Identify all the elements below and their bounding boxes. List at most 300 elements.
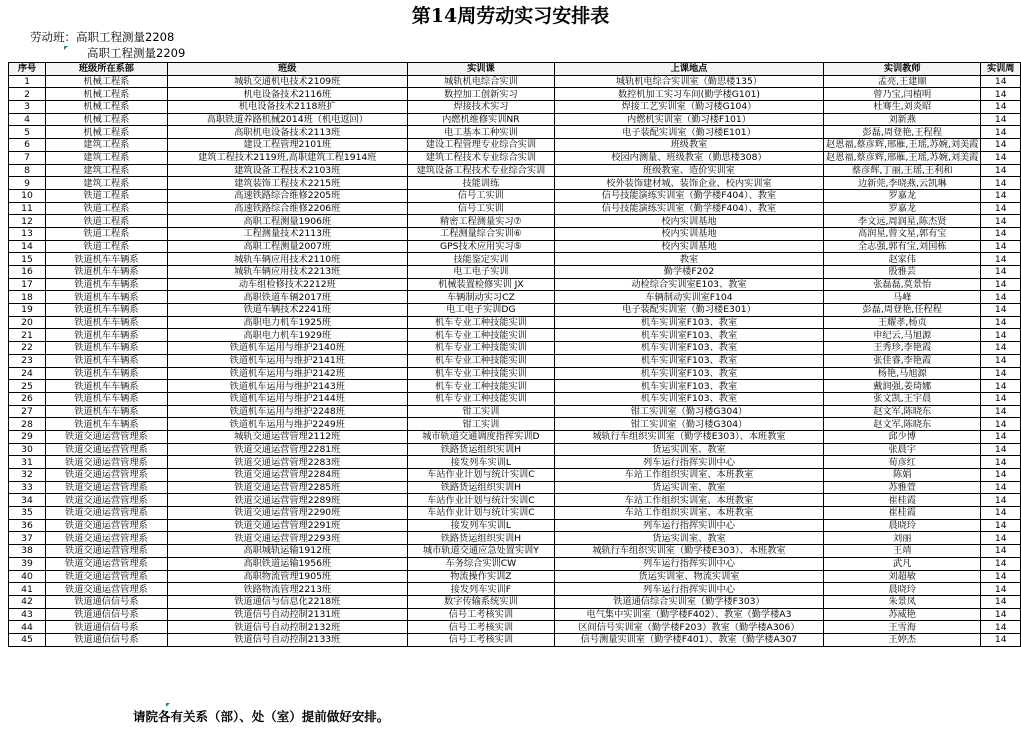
cell-department: 铁道机车车辆系: [46, 304, 168, 317]
table-row: [9, 443, 1021, 456]
cell-location: 钳工实训室（勤习楼G304）: [554, 418, 823, 431]
cell-week: 14: [981, 189, 1021, 202]
table-row: [9, 316, 1021, 329]
cell-index: 23: [9, 354, 46, 367]
table-row: [9, 481, 1021, 494]
cell-class: 动车组检修技术2212班: [167, 278, 407, 291]
cell-course: 精密工程测量实习⑦: [407, 215, 554, 228]
cell-location: 货运实训室、物流实训室: [554, 570, 823, 583]
cell-comment-marker-icon: [166, 703, 170, 707]
cell-department: 铁道机车车辆系: [46, 278, 168, 291]
cell-class: 建设工程管理2101班: [167, 139, 407, 152]
cell-location: 勤学楼F202: [554, 266, 823, 279]
cell-course: 车站作业计划与统计实训C: [407, 469, 554, 482]
cell-teacher: 申纪云,马旭源: [824, 329, 981, 342]
cell-course: 接发列车实训F: [407, 583, 554, 596]
cell-department: 铁道通信信号系: [46, 621, 168, 634]
cell-department: 建筑工程系: [46, 164, 168, 177]
cell-department: 铁道交通运营管理系: [46, 583, 168, 596]
cell-teacher: 孟亮,王建顺: [824, 75, 981, 88]
cell-class: 高职铁道运输1956班: [167, 557, 407, 570]
cell-department: 铁道交通运营管理系: [46, 507, 168, 520]
cell-course: 信号工考核实训: [407, 608, 554, 621]
cell-department: 铁道机车车辆系: [46, 405, 168, 418]
cell-class: 铁道交通运营管理2290班: [167, 507, 407, 520]
cell-location: 列车运行指挥实训中心: [554, 456, 823, 469]
cell-index: 9: [9, 177, 46, 190]
cell-index: 11: [9, 202, 46, 215]
cell-class: 高职城轨运输1912班: [167, 545, 407, 558]
cell-week: 14: [981, 164, 1021, 177]
header-row: [9, 63, 1021, 76]
cell-teacher: 崔桂霞: [824, 494, 981, 507]
cell-index: 44: [9, 621, 46, 634]
cell-class: 铁道通信与信息化2218班: [167, 595, 407, 608]
cell-department: 机械工程系: [46, 88, 168, 101]
cell-teacher: 王秀珍,李艳霞: [824, 342, 981, 355]
cell-location: 货运实训室、教室: [554, 443, 823, 456]
labor-class-line-1: 劳动班：高职工程测量2208: [30, 30, 175, 44]
cell-teacher: 张晨宇: [824, 443, 981, 456]
cell-course: 信号工实训: [407, 202, 554, 215]
cell-location: 城轨机电综合实训室（勤思楼135）: [554, 75, 823, 88]
cell-location: 校园内测量、班级教室（勤思楼308）: [554, 151, 823, 164]
table-row: [9, 519, 1021, 532]
cell-week: 14: [981, 570, 1021, 583]
cell-index: 4: [9, 113, 46, 126]
cell-department: 铁道工程系: [46, 240, 168, 253]
header-class: 班级: [167, 63, 407, 76]
cell-teacher: 朱景凤: [824, 595, 981, 608]
cell-department: 铁道通信信号系: [46, 633, 168, 646]
cell-teacher: 马峰: [824, 291, 981, 304]
cell-teacher: 王耀孝,杨贞: [824, 316, 981, 329]
cell-location: 班级教室: [554, 139, 823, 152]
cell-course: 车站作业计划与统计实训C: [407, 507, 554, 520]
table-row: [9, 354, 1021, 367]
cell-location: 机车实训室F103、教室: [554, 316, 823, 329]
cell-course: 数字传输系统实训: [407, 595, 554, 608]
cell-week: 14: [981, 240, 1021, 253]
cell-department: 建筑工程系: [46, 151, 168, 164]
cell-department: 铁道机车车辆系: [46, 342, 168, 355]
cell-class: 铁道机车运用与维护2143班: [167, 380, 407, 393]
cell-course: 电工电子实训DG: [407, 304, 554, 317]
cell-teacher: 晨晓玲: [824, 519, 981, 532]
cell-location: 电气集中实训室（勤学楼F402）、教室（勤学楼A3: [554, 608, 823, 621]
cell-week: 14: [981, 557, 1021, 570]
cell-department: 铁道机车车辆系: [46, 253, 168, 266]
table-row: [9, 291, 1021, 304]
footer-note: 请院各有关系（部）、处（室）提前做好安排。: [133, 709, 390, 724]
cell-course: 机车专业工种技能实训: [407, 367, 554, 380]
cell-teacher: 罗嘉龙: [824, 189, 981, 202]
page-title: 第14周劳动实习安排表: [411, 5, 610, 27]
cell-week: 14: [981, 430, 1021, 443]
cell-location: 信号测量实训室（勤学楼F401）、教室（勤学楼A307: [554, 633, 823, 646]
table-row: [9, 151, 1021, 164]
cell-department: 铁道交通运营管理系: [46, 545, 168, 558]
cell-location: 校内实训基地: [554, 227, 823, 240]
header-course: 实训课: [407, 63, 554, 76]
cell-index: 19: [9, 304, 46, 317]
cell-department: 建筑工程系: [46, 139, 168, 152]
cell-index: 38: [9, 545, 46, 558]
table-row: [9, 608, 1021, 621]
cell-course: 机车专业工种技能实训: [407, 316, 554, 329]
cell-location: 教室: [554, 253, 823, 266]
cell-index: 2: [9, 88, 46, 101]
cell-index: 39: [9, 557, 46, 570]
cell-department: 铁道通信信号系: [46, 608, 168, 621]
cell-course: GPS技术应用实习⑤: [407, 240, 554, 253]
cell-teacher: 彭磊,周登艳,王程程: [824, 126, 981, 139]
cell-class: 城轨交通机电技术2109班: [167, 75, 407, 88]
cell-location: 机车实训室F103、教室: [554, 380, 823, 393]
cell-comment-marker-icon: [64, 46, 68, 50]
cell-index: 34: [9, 494, 46, 507]
cell-index: 14: [9, 240, 46, 253]
cell-week: 14: [981, 101, 1021, 114]
cell-location: 货运实训室、教室: [554, 532, 823, 545]
header-location: 上课地点: [554, 63, 823, 76]
cell-location: 信号技能演练实训室（勤学楼F404）、教室: [554, 189, 823, 202]
cell-location: 车站工作组织实训室、本班教室: [554, 507, 823, 520]
cell-index: 13: [9, 227, 46, 240]
cell-class: 建筑工程技术2119班,高职建筑工程1914班: [167, 151, 407, 164]
cell-class: 建筑装饰工程技术2215班: [167, 177, 407, 190]
cell-teacher: 李文远,周润星,陈杰贤: [824, 215, 981, 228]
table-row: [9, 227, 1021, 240]
cell-teacher: 王婷杰: [824, 633, 981, 646]
cell-department: 铁道机车车辆系: [46, 266, 168, 279]
cell-week: 14: [981, 354, 1021, 367]
cell-course: 内燃机维修实训NR: [407, 113, 554, 126]
cell-department: 铁道交通运营管理系: [46, 469, 168, 482]
cell-class: 高职物流管理1905班: [167, 570, 407, 583]
table-row: [9, 367, 1021, 380]
cell-week: 14: [981, 151, 1021, 164]
cell-week: 14: [981, 126, 1021, 139]
cell-class: 城轨车辆应用技术2110班: [167, 253, 407, 266]
table-row: [9, 329, 1021, 342]
cell-week: 14: [981, 139, 1021, 152]
cell-location: 车辆制动实训室F104: [554, 291, 823, 304]
cell-location: 区间信号实训室（勤学楼F203）教室（勤学楼A306）: [554, 621, 823, 634]
cell-department: 机械工程系: [46, 113, 168, 126]
cell-week: 14: [981, 75, 1021, 88]
cell-class: 高职机电设备技术2113班: [167, 126, 407, 139]
cell-department: 铁道交通运营管理系: [46, 430, 168, 443]
cell-index: 25: [9, 380, 46, 393]
table-row: [9, 621, 1021, 634]
cell-class: 铁道交通运营管理2284班: [167, 469, 407, 482]
cell-index: 3: [9, 101, 46, 114]
cell-course: 建筑设备工程技术专业综合实训: [407, 164, 554, 177]
cell-department: 铁道交通运营管理系: [46, 443, 168, 456]
cell-course: 接发列车实训L: [407, 519, 554, 532]
cell-index: 20: [9, 316, 46, 329]
table-row: [9, 583, 1021, 596]
cell-class: 铁道交通运营管理2283班: [167, 456, 407, 469]
cell-class: 铁道交通运营管理2291班: [167, 519, 407, 532]
cell-class: 建筑设备工程技术2103班: [167, 164, 407, 177]
cell-index: 29: [9, 430, 46, 443]
cell-week: 14: [981, 392, 1021, 405]
cell-week: 14: [981, 367, 1021, 380]
cell-week: 14: [981, 583, 1021, 596]
cell-class: 铁道机车运用与维护2249班: [167, 418, 407, 431]
cell-department: 铁道工程系: [46, 202, 168, 215]
table-row: [9, 494, 1021, 507]
cell-teacher: 杜骞生,刘炎昭: [824, 101, 981, 114]
cell-course: 机车专业工种技能实训: [407, 354, 554, 367]
labor-class-line-2: 高职工程测量2209: [87, 46, 186, 60]
cell-location: 城轨行车组织实训室（勤学楼E303）、本班教室: [554, 430, 823, 443]
cell-department: 建筑工程系: [46, 177, 168, 190]
cell-location: 机车实训室F103、教室: [554, 342, 823, 355]
table-row: [9, 532, 1021, 545]
cell-index: 36: [9, 519, 46, 532]
cell-week: 14: [981, 481, 1021, 494]
table-row: [9, 405, 1021, 418]
cell-location: 列车运行指挥实训中心: [554, 583, 823, 596]
table-row: [9, 202, 1021, 215]
cell-location: 电子装配实训室（勤习楼E101）: [554, 126, 823, 139]
cell-teacher: 戴润强,姜琦娜: [824, 380, 981, 393]
cell-class: 工程测量技术2113班: [167, 227, 407, 240]
table-row: [9, 253, 1021, 266]
cell-location: 机车实训室F103、教室: [554, 392, 823, 405]
cell-teacher: 彭磊,周登艳,任程程: [824, 304, 981, 317]
cell-course: 机车专业工种技能实训: [407, 392, 554, 405]
cell-course: 焊接技术实习: [407, 101, 554, 114]
cell-teacher: 罗嘉龙: [824, 202, 981, 215]
cell-course: 机车专业工种技能实训: [407, 342, 554, 355]
cell-index: 27: [9, 405, 46, 418]
cell-teacher: 邱少博: [824, 430, 981, 443]
cell-department: 铁道交通运营管理系: [46, 532, 168, 545]
cell-week: 14: [981, 519, 1021, 532]
cell-course: 车务综合实训CW: [407, 557, 554, 570]
cell-department: 铁道交通运营管理系: [46, 456, 168, 469]
cell-course: 铁路货运组织实训H: [407, 443, 554, 456]
table-row: [9, 570, 1021, 583]
cell-class: 城轨车辆应用技术2213班: [167, 266, 407, 279]
cell-index: 45: [9, 633, 46, 646]
cell-teacher: 刘超敏: [824, 570, 981, 583]
cell-index: 33: [9, 481, 46, 494]
cell-course: 建设工程管理专业综合实训: [407, 139, 554, 152]
cell-week: 14: [981, 266, 1021, 279]
cell-index: 12: [9, 215, 46, 228]
cell-index: 31: [9, 456, 46, 469]
cell-teacher: 张磊磊,莫景怡: [824, 278, 981, 291]
cell-index: 35: [9, 507, 46, 520]
cell-teacher: 陈娟: [824, 469, 981, 482]
cell-index: 37: [9, 532, 46, 545]
cell-week: 14: [981, 532, 1021, 545]
cell-class: 高职电力机车1929班: [167, 329, 407, 342]
cell-department: 机械工程系: [46, 126, 168, 139]
cell-location: 车站工作组织实训室、本班教室: [554, 469, 823, 482]
header-department: 班级所在系部: [46, 63, 168, 76]
table-row: [9, 430, 1021, 443]
table-row: [9, 456, 1021, 469]
cell-course: 信号工考核实训: [407, 633, 554, 646]
cell-class: 铁道机车运用与维护2142班: [167, 367, 407, 380]
cell-course: 机械装置检修实训 JX: [407, 278, 554, 291]
schedule-table: [8, 62, 1021, 647]
cell-class: 高职铁道养路机械2014班（机电返回）: [167, 113, 407, 126]
cell-teacher: 赵恩福,蔡彦辉,邢雁,王瑶,苏婉,刘美霞: [824, 139, 981, 152]
cell-location: 校内实训基地: [554, 215, 823, 228]
cell-teacher: 刘新燕: [824, 113, 981, 126]
cell-department: 铁道机车车辆系: [46, 354, 168, 367]
table-row: [9, 633, 1021, 646]
cell-week: 14: [981, 215, 1021, 228]
cell-department: 铁道工程系: [46, 189, 168, 202]
cell-class: 城轨交通运营管理2112班: [167, 430, 407, 443]
cell-teacher: 苏雅萱: [824, 481, 981, 494]
table-row: [9, 215, 1021, 228]
cell-course: 信号工考核实训: [407, 621, 554, 634]
cell-department: 铁道交通运营管理系: [46, 494, 168, 507]
cell-index: 6: [9, 139, 46, 152]
cell-week: 14: [981, 253, 1021, 266]
cell-department: 机械工程系: [46, 75, 168, 88]
cell-week: 14: [981, 456, 1021, 469]
table-row: [9, 88, 1021, 101]
cell-course: 铁路货运组织实训H: [407, 481, 554, 494]
cell-class: 高速铁路综合维修2205班: [167, 189, 407, 202]
cell-location: 钳工实训室（勤习楼G304）: [554, 405, 823, 418]
schedule-body: [9, 75, 1021, 646]
cell-department: 铁道机车车辆系: [46, 367, 168, 380]
cell-location: 班级教室、造价实训室: [554, 164, 823, 177]
table-row: [9, 469, 1021, 482]
table-row: [9, 380, 1021, 393]
cell-week: 14: [981, 227, 1021, 240]
cell-week: 14: [981, 177, 1021, 190]
cell-teacher: 赵文军,陈晓东: [824, 405, 981, 418]
cell-week: 14: [981, 316, 1021, 329]
table-row: [9, 139, 1021, 152]
cell-location: 数控机加工实习车间(勤学楼G101): [554, 88, 823, 101]
cell-index: 17: [9, 278, 46, 291]
cell-teacher: 高润星,曾文星,郭有宝: [824, 227, 981, 240]
cell-week: 14: [981, 291, 1021, 304]
cell-index: 10: [9, 189, 46, 202]
table-row: [9, 304, 1021, 317]
cell-class: 铁道交通运营管理2289班: [167, 494, 407, 507]
cell-location: 信号技能演练实训室（勤学楼F404）、教室: [554, 202, 823, 215]
cell-course: 电工电子实训: [407, 266, 554, 279]
cell-week: 14: [981, 469, 1021, 482]
cell-location: 车站工作组织实训室、本班教室: [554, 494, 823, 507]
cell-teacher: 王雪海: [824, 621, 981, 634]
cell-class: 铁道机车运用与维护2248班: [167, 405, 407, 418]
table-row: [9, 113, 1021, 126]
cell-location: 机车实训室F103、教室: [554, 329, 823, 342]
cell-course: 车站作业计划与统计实训C: [407, 494, 554, 507]
cell-teacher: 蔡彦辉,丁丽,王瑶,王利和: [824, 164, 981, 177]
cell-class: 铁道机车运用与维护2141班: [167, 354, 407, 367]
cell-location: 机车实训室F103、教室: [554, 367, 823, 380]
table-row: [9, 545, 1021, 558]
cell-week: 14: [981, 113, 1021, 126]
cell-class: 铁道交通运营管理2281班: [167, 443, 407, 456]
cell-teacher: 边新莞,李晓燕,云凯琳: [824, 177, 981, 190]
cell-course: 数控加工创新实习: [407, 88, 554, 101]
cell-department: 铁道机车车辆系: [46, 392, 168, 405]
cell-class: 高速铁路综合维修2206班: [167, 202, 407, 215]
cell-course: 机车专业工种技能实训: [407, 329, 554, 342]
table-row: [9, 101, 1021, 114]
cell-department: 铁道交通运营管理系: [46, 519, 168, 532]
cell-week: 14: [981, 418, 1021, 431]
cell-course: 城轨机电综合实训: [407, 75, 554, 88]
cell-index: 5: [9, 126, 46, 139]
cell-week: 14: [981, 304, 1021, 317]
header-index: 序号: [9, 63, 46, 76]
cell-index: 32: [9, 469, 46, 482]
cell-index: 42: [9, 595, 46, 608]
cell-class: 铁道信号自动控制2132班: [167, 621, 407, 634]
cell-course: 接发列车实训L: [407, 456, 554, 469]
cell-teacher: 殷雅芸: [824, 266, 981, 279]
table-row: [9, 177, 1021, 190]
cell-teacher: 张文凯,王宇晨: [824, 392, 981, 405]
table-row: [9, 240, 1021, 253]
table-row: [9, 418, 1021, 431]
cell-week: 14: [981, 608, 1021, 621]
cell-location: 货运实训室、教室: [554, 481, 823, 494]
table-row: [9, 278, 1021, 291]
cell-location: 动检综合实训室E103、教室: [554, 278, 823, 291]
cell-week: 14: [981, 88, 1021, 101]
cell-class: 高职工程测量1906班: [167, 215, 407, 228]
cell-week: 14: [981, 202, 1021, 215]
cell-teacher: 曾乃宝,闫植明: [824, 88, 981, 101]
cell-department: 铁道通信信号系: [46, 595, 168, 608]
cell-index: 28: [9, 418, 46, 431]
cell-course: 钳工实训: [407, 418, 554, 431]
cell-teacher: 晨晓玲: [824, 583, 981, 596]
cell-location: 内燃机实训室（勤习楼F101）: [554, 113, 823, 126]
cell-class: 铁道车辆技术2241班: [167, 304, 407, 317]
cell-course: 电工基本工种实训: [407, 126, 554, 139]
cell-teacher: 张佳睿,李艳霞: [824, 354, 981, 367]
cell-department: 铁道机车车辆系: [46, 380, 168, 393]
cell-class: 铁道信号自动控制2133班: [167, 633, 407, 646]
cell-department: 铁道机车车辆系: [46, 329, 168, 342]
cell-department: 铁道交通运营管理系: [46, 570, 168, 583]
cell-department: 铁道工程系: [46, 215, 168, 228]
cell-department: 铁道交通运营管理系: [46, 557, 168, 570]
cell-class: 铁道信号自动控制2131班: [167, 608, 407, 621]
cell-course: 车辆制动实习CZ: [407, 291, 554, 304]
table-row: [9, 595, 1021, 608]
cell-course: 技能训练: [407, 177, 554, 190]
cell-teacher: 荀彦红: [824, 456, 981, 469]
table-row: [9, 75, 1021, 88]
cell-index: 21: [9, 329, 46, 342]
cell-course: 铁路货运组织实训H: [407, 532, 554, 545]
table-row: [9, 392, 1021, 405]
header-week: 实训周: [981, 63, 1021, 76]
cell-teacher: 崔桂霞: [824, 507, 981, 520]
